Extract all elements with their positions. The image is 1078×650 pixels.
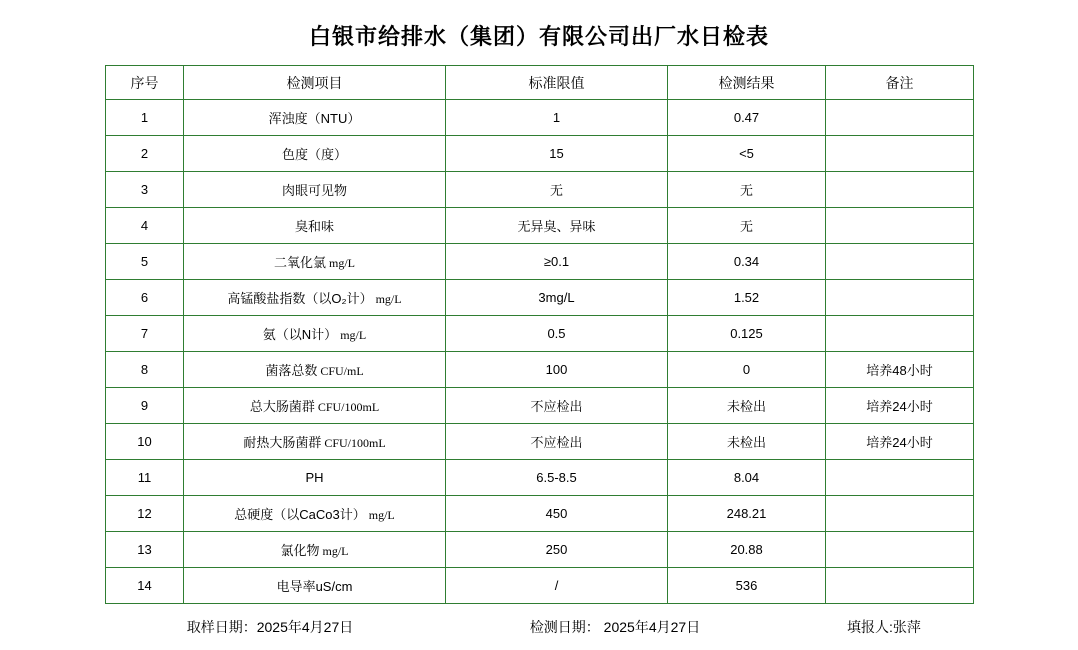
cell-result: 0.34 (668, 244, 826, 280)
table-row (106, 136, 974, 172)
page-title: 白银市给排水（集团）有限公司出厂水日检表 (308, 24, 769, 49)
item-name: 臭和味 (294, 219, 334, 234)
column-header-item: 检测项目 (184, 66, 446, 100)
cell-no: 7 (106, 316, 184, 352)
cell-note (826, 280, 974, 316)
item-unit: CFU/100mL (314, 400, 380, 414)
cell-note (826, 532, 974, 568)
cell-item (184, 100, 446, 136)
item-name: 二氧化氯 (273, 255, 326, 270)
cell-no: 9 (106, 388, 184, 424)
cell-item (184, 208, 446, 244)
cell-note (826, 208, 974, 244)
cell-standard-limit: 450 (446, 496, 668, 532)
cell-item (184, 316, 446, 352)
cell-note (826, 460, 974, 496)
cell-result: 536 (668, 568, 826, 604)
table-row (106, 280, 974, 316)
cell-item (184, 424, 446, 460)
table-row (106, 424, 974, 460)
item-unit: mg/L (337, 328, 367, 342)
table-body (106, 100, 974, 604)
item-unit: mg/L (372, 292, 402, 306)
cell-standard-limit: 15 (446, 136, 668, 172)
cell-item (184, 388, 446, 424)
table-row (106, 244, 974, 280)
cell-result: 未检出 (668, 388, 826, 424)
cell-result: <5 (668, 136, 826, 172)
table-row (106, 568, 974, 604)
cell-item (184, 496, 446, 532)
cell-standard-limit: 无异臭、异味 (446, 208, 668, 244)
cell-item (184, 172, 446, 208)
item-name: 总硬度（以CaCo3计） (234, 507, 366, 522)
item-unit: mg/L (326, 256, 355, 270)
table-row (106, 532, 974, 568)
cell-note (826, 100, 974, 136)
document-footer (105, 604, 973, 650)
cell-note (826, 136, 974, 172)
cell-standard-limit: 不应检出 (446, 388, 668, 424)
cell-item (184, 244, 446, 280)
table-header-row (106, 66, 974, 100)
cell-note (826, 496, 974, 532)
cell-note: 培养24小时 (826, 388, 974, 424)
cell-standard-limit: 100 (446, 352, 668, 388)
table-row (106, 460, 974, 496)
cell-item (184, 532, 446, 568)
table-row (106, 388, 974, 424)
water-quality-table (105, 65, 974, 604)
cell-item (184, 352, 446, 388)
column-header-no: 序号 (106, 66, 184, 100)
cell-note (826, 172, 974, 208)
cell-note: 培养24小时 (826, 424, 974, 460)
item-name: 耐热大肠菌群 (243, 435, 322, 450)
test-date: 检测日期： 2025年4月27日 (529, 619, 701, 635)
cell-item (184, 280, 446, 316)
column-header-note: 备注 (826, 66, 974, 100)
table-row (106, 100, 974, 136)
cell-standard-limit: 0.5 (446, 316, 668, 352)
column-header-result: 检测结果 (668, 66, 826, 100)
cell-note (826, 316, 974, 352)
cell-no: 1 (106, 100, 184, 136)
filler-name: 填报人:张萍 (847, 619, 921, 635)
cell-no: 4 (106, 208, 184, 244)
cell-standard-limit: 1 (446, 100, 668, 136)
item-name: 总大肠菌群 (249, 399, 315, 414)
table-row (106, 172, 974, 208)
cell-result: 0.47 (668, 100, 826, 136)
item-name: 肉眼可见物 (281, 183, 347, 198)
item-unit: mg/L (365, 508, 395, 522)
cell-note (826, 568, 974, 604)
cell-standard-limit: 6.5-8.5 (446, 460, 668, 496)
cell-no: 14 (106, 568, 184, 604)
item-name: 电导率uS/cm (276, 579, 353, 594)
sample-date: 取样日期：2025年4月27日 (186, 619, 354, 635)
item-name: 高锰酸盐指数（以O₂计） (227, 291, 373, 306)
table-row (106, 208, 974, 244)
cell-item (184, 460, 446, 496)
cell-result: 8.04 (668, 460, 826, 496)
cell-result: 0 (668, 352, 826, 388)
cell-item (184, 568, 446, 604)
cell-no: 6 (106, 280, 184, 316)
item-name: 色度（度） (281, 147, 347, 162)
cell-standard-limit: ≥0.1 (446, 244, 668, 280)
item-unit: CFU/mL (317, 364, 364, 378)
cell-result: 无 (668, 208, 826, 244)
item-unit: CFU/100mL (321, 436, 386, 450)
cell-item (184, 136, 446, 172)
cell-result: 无 (668, 172, 826, 208)
item-unit: mg/L (319, 544, 349, 558)
item-name: PH (305, 470, 324, 485)
cell-standard-limit: / (446, 568, 668, 604)
cell-no: 10 (106, 424, 184, 460)
cell-note: 培养48小时 (826, 352, 974, 388)
cell-no: 5 (106, 244, 184, 280)
cell-result: 0.125 (668, 316, 826, 352)
item-name: 氯化物 (280, 543, 320, 558)
item-name: 浑浊度（NTU） (268, 111, 361, 126)
table-row (106, 316, 974, 352)
cell-no: 11 (106, 460, 184, 496)
cell-standard-limit: 250 (446, 532, 668, 568)
cell-result: 20.88 (668, 532, 826, 568)
cell-standard-limit: 不应检出 (446, 424, 668, 460)
cell-standard-limit: 3mg/L (446, 280, 668, 316)
cell-note (826, 244, 974, 280)
item-name: 菌落总数 (265, 363, 318, 378)
cell-standard-limit: 无 (446, 172, 668, 208)
cell-no: 3 (106, 172, 184, 208)
table-row (106, 496, 974, 532)
cell-no: 12 (106, 496, 184, 532)
item-name: 氨（以N计） (262, 327, 338, 342)
column-header-std: 标准限值 (446, 66, 668, 100)
cell-result: 未检出 (668, 424, 826, 460)
cell-no: 2 (106, 136, 184, 172)
report-table-container (105, 65, 973, 604)
cell-no: 8 (106, 352, 184, 388)
cell-no: 13 (106, 532, 184, 568)
table-row (106, 352, 974, 388)
cell-result: 1.52 (668, 280, 826, 316)
table-header (106, 66, 974, 100)
cell-result: 248.21 (668, 496, 826, 532)
